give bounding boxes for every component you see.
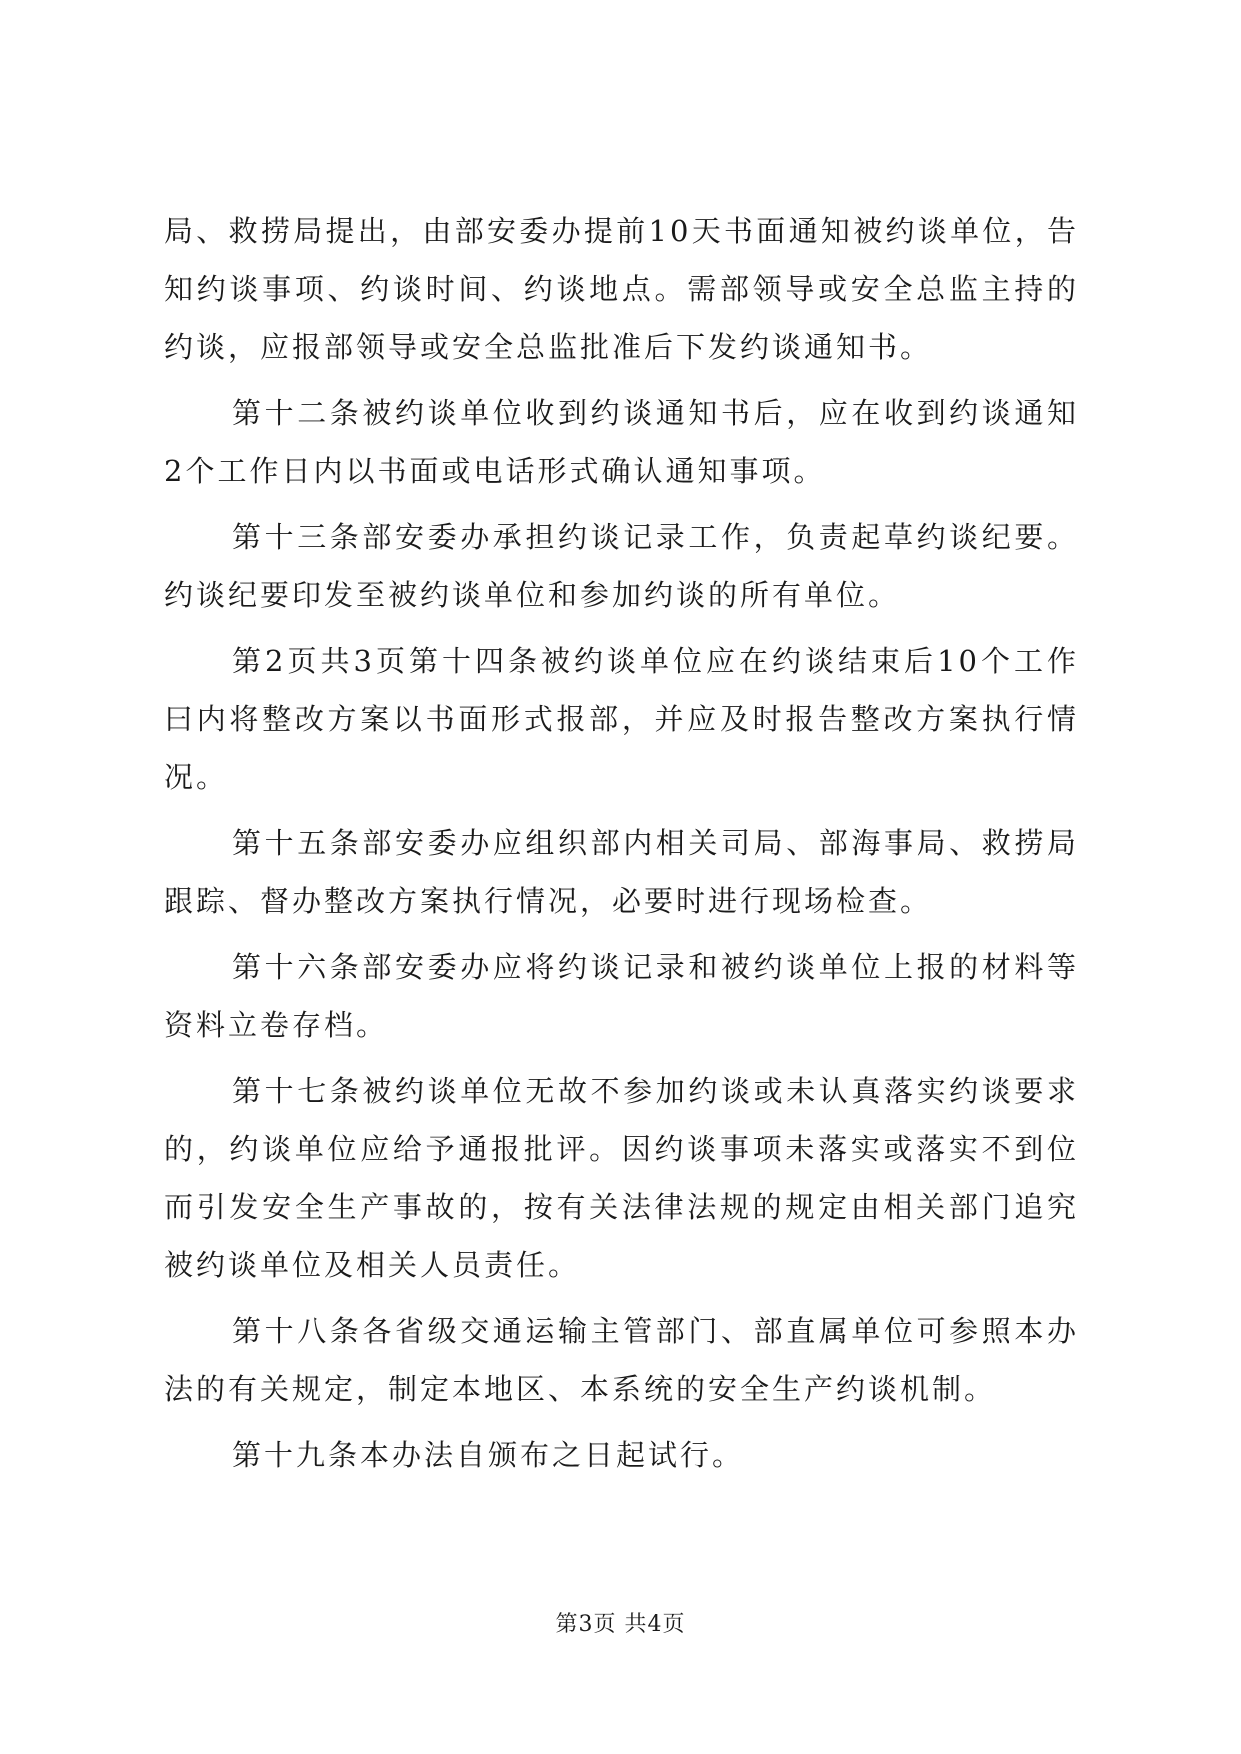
paragraph-article-13: 第十三条部安委办承担约谈记录工作，负责起草约谈纪要。约谈纪要印发至被约谈单位和参加约谈的所有单位。	[164, 520, 1079, 612]
paragraph-article-19: 第十九条本办法自颁布之日起试行。	[232, 1438, 745, 1472]
paragraph-continuation: 局、救捞局提出，由部安委办提前10天书面通知被约谈单位，告知约谈事项、约谈时间、约谈地点。需部领导或安全总监主持的约谈，应报部领导或安全总监批准后下发约谈通知书。	[164, 214, 1079, 364]
paragraph-article-16: 第十六条部安委办应将约谈记录和被约谈单位上报的材料等资料立卷存档。	[164, 950, 1079, 1042]
page-number-footer: 第3页 共4页	[555, 1612, 686, 1637]
paragraph-article-18: 第十八条各省级交通运输主管部门、部直属单位可参照本办法的有关规定，制定本地区、本系统的安全生产约谈机制。	[164, 1314, 1079, 1406]
paragraph-article-14: 第2页共3页第十四条被约谈单位应在约谈结束后10个工作曰内将整改方案以书面形式报部，并应及时报告整改方案执行情况。	[164, 644, 1079, 794]
paragraph-article-17: 第十七条被约谈单位无故不参加约谈或未认真落实约谈要求的，约谈单位应给予通报批评。因约谈事项未落实或落实不到位而引发安全生产事故的，按有关法律法规的规定由相关部门追究被约谈单位及相关人员责任。	[164, 1074, 1079, 1282]
paragraph-article-12: 第十二条被约谈单位收到约谈通知书后，应在收到约谈通知2个工作日内以书面或电话形式确认通知事项。	[164, 396, 1079, 488]
paragraph-article-15: 第十五条部安委办应组织部内相关司局、部海事局、救捞局跟踪、督办整改方案执行情况，必要时进行现场检查。	[164, 826, 1079, 918]
document-body	[164, 202, 1079, 1492]
